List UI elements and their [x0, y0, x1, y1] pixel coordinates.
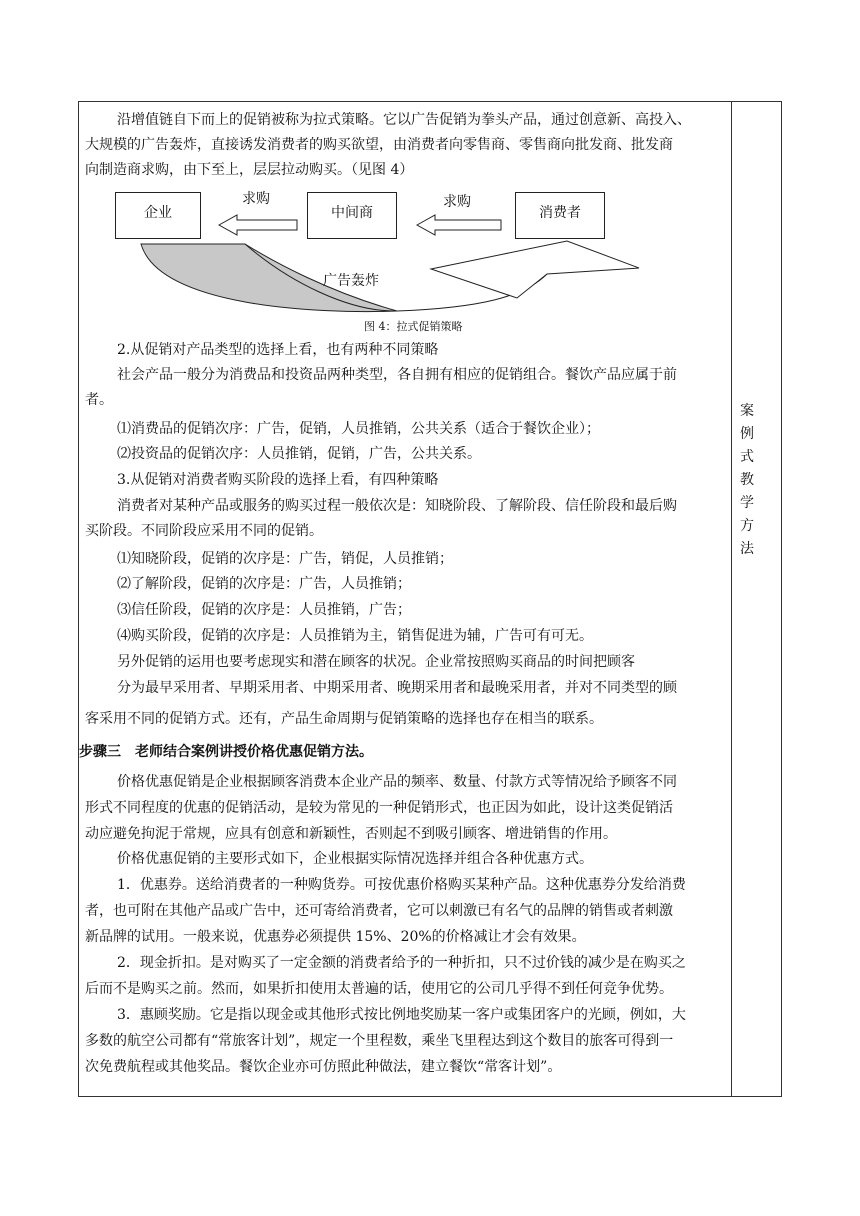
- intro-line: 大规模的广告轰炸，直接诱发消费者的购买欲望，由消费者向零售商、零售商向批发商、批发商: [85, 137, 673, 153]
- body-line: ⑷购买阶段，促销的次序是：人员推销为主，销售促进为辅，广告可有可无。: [117, 628, 593, 644]
- step3-line: 1．优惠券。送给消费者的一种购货券。可按优惠价格购买某种产品。这种优惠券分发给消费: [117, 877, 686, 893]
- step3-line: 多数的航空公司都有“常旅客计划”，规定一个里程数，乘坐飞里程达到这个数目的旅客可得到一: [85, 1033, 674, 1049]
- ad-label: 广告轰炸: [323, 273, 379, 289]
- step3-line: 后而不是购买之前。然而，如果折扣使用太普遍的话，使用它的公司几乎得不到任何竞争优势。: [85, 981, 673, 997]
- body-line: 另外促销的运用也要考虑现实和潜在顾客的状况。企业常按照购买商品的时间把顾客: [117, 654, 635, 670]
- lesson-table: [78, 101, 782, 1097]
- left-arrow-icon: [219, 215, 297, 235]
- body-line: 分为最早采用者、早期采用者、中期采用者、晚期采用者和最晚采用者，并对不同类型的顾: [117, 680, 677, 696]
- body-line: 社会产品一般分为消费品和投资品两种类型，各自拥有相应的促销组合。餐饮产品应属于前: [117, 367, 677, 383]
- body-line: ⑵了解阶段，促销的次序是：广告，人员推销；: [117, 576, 411, 592]
- arrow1-label: 求购: [242, 191, 270, 207]
- step3-line: 3．惠顾奖励。它是指以现金或其他形式按比例地奖励某一客户或集团客户的光顾，例如，大: [117, 1007, 686, 1023]
- intro-line: 向制造商求购，由下至上，层层拉动购买。（见图 4）: [85, 162, 414, 178]
- box-middleman: 中间商: [307, 192, 397, 239]
- intro-line: 沿增值链自下而上的促销被称为拉式策略。它以广告促销为拳头产品，通过创意新、高投入、: [117, 112, 691, 128]
- body-line: 客采用不同的促销方式。还有，产品生命周期与促销策略的选择也存在相当的联系。: [85, 711, 603, 727]
- step3-line: 者，也可附在其他产品或广告中，还可寄给消费者，它可以刺激已有名气的品牌的销售或者刺激: [85, 903, 673, 919]
- body-line: 消费者对某种产品或服务的购买过程一般依次是：知晓阶段、了解阶段、信任阶段和最后购: [117, 498, 677, 514]
- body-line: 者。: [85, 392, 113, 408]
- upward-arrow-icon: [431, 241, 639, 298]
- step3-line: 次免费航程或其他奖品。餐饮企业亦可仿照此种做法，建立餐饮“常客计划”。: [85, 1059, 562, 1075]
- step3-line: 形式不同程度的优惠的促销活动，是较为常见的一种促销形式，也正因为如此，设计这类促销活: [85, 800, 673, 816]
- body-line: ⑵投资品的促销次序：人员推销，促销，广告，公共关系。: [117, 446, 481, 462]
- column-divider: [731, 102, 732, 1096]
- step3-line: 2．现金折扣。是对购买了一定金额的消费者给予的一种折扣，只不过价钱的减少是在购买之: [117, 955, 686, 971]
- body-line: ⑴知晓阶段，促销的次序是：广告，销促，人员推销；: [117, 551, 453, 567]
- box-company: 企业: [115, 192, 201, 239]
- arrow2-label: 求购: [443, 194, 471, 210]
- teaching-method-label: 案例式教学方法: [740, 403, 763, 557]
- step3-line: 价格优惠促销是企业根据顾客消费本企业产品的频率、数量、付款方式等情况给予顾客不同: [117, 774, 677, 790]
- body-line: 3.从促销对消费者购买阶段的选择上看，有四种策略: [117, 472, 439, 488]
- box-consumer: 消费者: [515, 192, 605, 239]
- body-line: 2.从促销对产品类型的选择上看，也有两种不同策略: [117, 342, 439, 358]
- step3-heading: 步骤三 老师结合案例讲授价格优惠促销方法。: [79, 744, 373, 760]
- body-line: ⑴消费品的促销次序：广告，促销，人员推销，公共关系（适合于餐饮企业）；: [117, 421, 600, 437]
- step3-line: 动应避免拘泥于常规，应具有创意和新颖性，否则起不到吸引顾客、增进销售的作用。: [85, 826, 617, 842]
- left-arrow-icon: [417, 215, 501, 235]
- body-line: ⑶信任阶段，促销的次序是：人员推销，广告；: [117, 602, 411, 618]
- step3-line: 价格优惠促销的主要形式如下，企业根据实际情况选择并组合各种优惠方式。: [117, 851, 593, 867]
- diagram-caption: 图 4：拉式促销策略: [364, 320, 463, 333]
- step3-line: 新品牌的试用。一般来说，优惠券必须提供 15%、20%的价格减让才会有效果。: [85, 929, 586, 945]
- body-line: 买阶段。不同阶段应采用不同的促销。: [85, 523, 323, 539]
